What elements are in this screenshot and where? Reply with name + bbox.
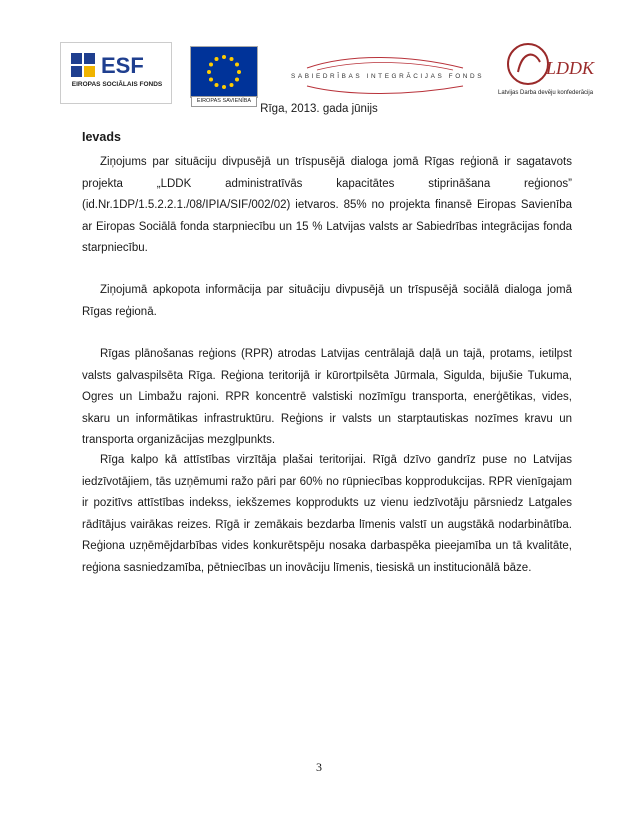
- lddk-logo: [498, 40, 604, 102]
- esf-subtitle: EIROPAS SOCIĀLAIS FONDS: [71, 81, 163, 88]
- lddk-text: Latvijas Darba devēju konfederācija: [498, 90, 594, 96]
- esf-mark-icon: [71, 53, 97, 79]
- paragraph-1-line-1: Ziņojums par situāciju divpusējā un trīspusējā dialoga jomā Rīgas reģionā ir sagatavots: [100, 156, 572, 168]
- word: reģionos”: [524, 177, 572, 190]
- paragraph-4: [82, 450, 572, 579]
- section-heading: Ievads: [82, 130, 121, 144]
- word: projekta: [82, 177, 123, 190]
- paragraph-1-rest: (id.Nr.1DP/1.5.2.2.1./08/IPIA/SIF/002/02) ietvaros. 85% no projekta finansē Eiropas Savienība ar Eiropas Sociālā fonda starpniecību un 15 % Latvijas valsts ar Sabiedrības integrācijas fonda starpniecību.: [82, 199, 572, 254]
- document-date: Rīga, 2013. gada jūnijs: [260, 103, 378, 115]
- eu-stars-icon: [191, 47, 257, 97]
- word: kapacitātes: [336, 177, 395, 190]
- paragraph-3-text: Rīgas plānošanas reģions (RPR) atrodas Latvijas centrālajā daļā un tajā, protams, ietilpst valsts galvaspilsēta Rīga. Reģiona teritorijā ir kūrortpilsēta Jūrmala, Sigulda, bijušie Tukuma, Ogres un Limbažu rajoni. RPR koncentrē valstiski nozīmīgu transporta, enerģētikas, vides, skaru un informātikas infrastruktūru. Reģions ir valsts un starptautiskas nozīmes kravu un transporta organizācijas mezglpunkts.: [82, 348, 572, 446]
- word: stiprināšana: [428, 177, 491, 190]
- svg-text:LDDK: LDDK: [546, 58, 595, 78]
- lddk-emblem-icon: [498, 40, 604, 88]
- page-number: 3: [316, 760, 322, 774]
- paragraph-2: [82, 280, 572, 323]
- paragraph-3: [82, 344, 572, 452]
- sif-text: SABIEDRĪBAS INTEGRĀCIJAS FONDS: [291, 73, 485, 80]
- paragraph-1: [82, 152, 572, 260]
- esf-logo: [60, 42, 172, 104]
- esf-title: ESF: [101, 53, 144, 78]
- paragraph-2-text: Ziņojumā apkopota informācija par situāciju divpusējā un trīspusējā sociālā dialoga jomā Rīgas reģionā.: [82, 284, 572, 318]
- paragraph-4-text: Rīga kalpo kā attīstības virzītāja plašai teritorijai. Rīgā dzīvo gandrīz puse no Latvijas iedzīvotājiem, tās uzņēmumi ražo pāri par 60% no rūpniecības kopprodukcijas. RPR vienīgajam ir pozitīvs attīstības indekss, iekšzemes kopprodukts uz vienu iedzīvotāju pārsniedz Latgales rādītājus vairākas reizes. Rīgā ir zemākais bezdarba līmenis valstī un augstākā nodarbinātība. Reģiona uzņēmējdarbības vides konkurētspēju nosaka darbaspēka pieejamība un tā kvalitāte, reģiona sasniedzamība, pētniecības un inovāciju līmenis, tiesiskā un institucionālā bāze.: [82, 454, 572, 574]
- paragraph-1-line-2: [82, 174, 572, 196]
- eu-caption: EIROPAS SAVIENĪBA: [191, 96, 257, 107]
- word: „LDDK: [156, 177, 192, 190]
- word: administratīvās: [225, 177, 303, 190]
- eu-flag-logo: [190, 46, 258, 104]
- sif-logo: [287, 46, 483, 100]
